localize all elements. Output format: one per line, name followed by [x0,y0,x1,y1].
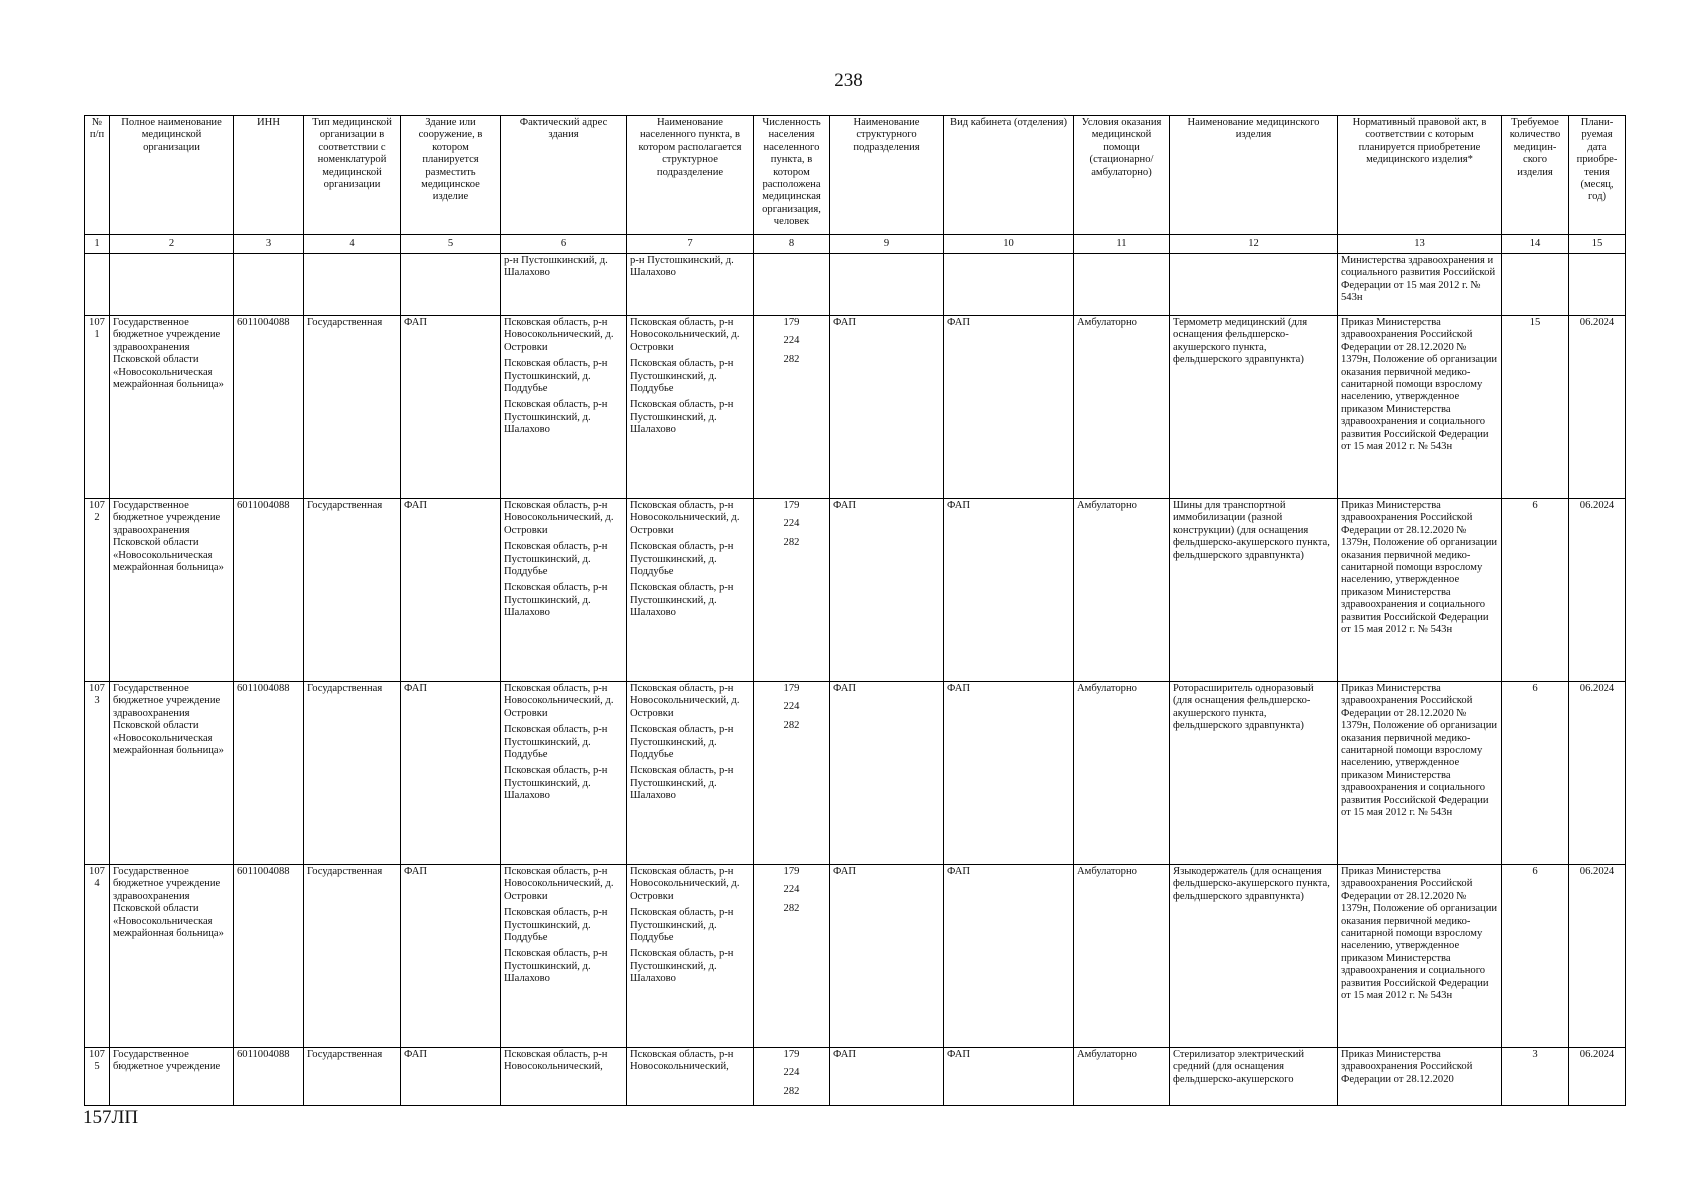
column-number: 14 [1502,235,1569,254]
cell-unit: ФАП [830,682,944,865]
header-cell: Полное наименование медицинской организации [110,116,234,235]
population-entry: 179 [783,866,800,877]
cell-settlement: р-н Пустошкинский, д. Шалахово [627,254,754,316]
cell-org: Государственное бюджетное учреждение [110,1048,234,1106]
cell-inn: 6011004088 [234,865,304,1048]
cell-act: Министерства здравоохранения и социального развития Российской Федерации от 15 мая 2012 г. № 543н [1338,254,1502,316]
cell-address [501,499,627,682]
column-number: 6 [501,235,627,254]
settlement-entry: Псковская область, р-н Пустошкинский, д. Шалахово [630,399,734,436]
cell-act: Приказ Министерства здравоохранения Российской Федерации от 28.12.2020 [1338,1048,1502,1106]
header-cell: Тип медицинской организации в соответствии с номенклатурой медицинской организации [304,116,401,235]
address-entry: Псковская область, р-н Пустошкинский, д. Поддубье [504,907,608,944]
cell-device: Шины для транспортной иммобилизации (разной конструкции) (для оснащения фельдшерско-акушерского пункта, фельдшерского здравпункта) [1170,499,1338,682]
cell-unit: ФАП [830,1048,944,1106]
column-number: 8 [754,235,830,254]
header-cell: ИНН [234,116,304,235]
cell-qty: 3 [1502,1048,1569,1106]
cell-cabinet [944,254,1074,316]
header-cell: Требуемое количество медицин-ского изделия [1502,116,1569,235]
settlement-entry: Псковская область, р-н Пустошкинский, д. Поддубье [630,724,734,761]
cell-date: 06.2024 [1569,316,1626,499]
cell-date: 06.2024 [1569,865,1626,1048]
cell-num [85,254,110,316]
population-entry: 282 [783,719,800,731]
cell-conditions: Амбулаторно [1074,682,1170,865]
settlement-entry: Псковская область, р-н Пустошкинский, д. Поддубье [630,907,734,944]
settlement-entry: Псковская область, р-н Новосокольнический, [630,1049,734,1073]
column-number: 7 [627,235,754,254]
population-entry: 282 [783,902,800,914]
cell-num: 1073 [85,682,110,865]
cell-inn: 6011004088 [234,499,304,682]
settlement-entry: Псковская область, р-н Новосокольнический, д. Островки [630,500,740,536]
column-number: 10 [944,235,1074,254]
header-cell: Наименование структурного подразделения [830,116,944,235]
cell-building: ФАП [401,865,501,1048]
cell-population [754,316,830,499]
header-row [85,116,1626,235]
cell-act: Приказ Министерства здравоохранения Российской Федерации от 28.12.2020 № 1379н, Положение об организации оказания первичной медико-санитарной помощи взрослому населению, утвержденное приказом Министерства здравоохранения и социального развития Российской Федерации от 15 мая 2012 г. № 543н [1338,865,1502,1048]
cell-population [754,1048,830,1106]
cell-population [754,865,830,1048]
header-cell: Условия оказания медицинской помощи (стационарно/ амбулаторно) [1074,116,1170,235]
column-number: 1 [85,235,110,254]
equipment-table-wrapper [84,115,1626,1106]
header-cell: Здание или сооружение, в котором планируется разместить медицинское изделие [401,116,501,235]
settlement-entry: Псковская область, р-н Пустошкинский, д. Шалахово [630,948,734,985]
cell-settlement [627,499,754,682]
header-cell: Фактический адрес здания [501,116,627,235]
settlement-entry: Псковская область, р-н Пустошкинский, д. Шалахово [630,765,734,802]
cell-type: Государственная [304,316,401,499]
column-number: 2 [110,235,234,254]
column-number: 11 [1074,235,1170,254]
settlement-entry: Псковская область, р-н Пустошкинский, д. Поддубье [630,358,734,395]
cell-device: Термометр медицинский (для оснащения фельдшерско-акушерского пункта, фельдшерского здравпункта) [1170,316,1338,499]
cell-unit: ФАП [830,865,944,1048]
cell-address [501,682,627,865]
cell-building [401,254,501,316]
cell-address [501,316,627,499]
cell-type: Государственная [304,865,401,1048]
cell-inn [234,254,304,316]
cell-building: ФАП [401,1048,501,1106]
cell-device: Языкодержатель (для оснащения фельдшерско-акушерского пункта, фельдшерского здравпункта) [1170,865,1338,1048]
address-entry: Псковская область, р-н Пустошкинский, д. Шалахово [504,948,608,985]
cell-qty: 6 [1502,682,1569,865]
cell-qty: 6 [1502,499,1569,682]
cell-unit: ФАП [830,316,944,499]
cell-type [304,254,401,316]
cell-act: Приказ Министерства здравоохранения Российской Федерации от 28.12.2020 № 1379н, Положение об организации оказания первичной медико-санитарной помощи взрослому населению, утвержденное приказом Министерства здравоохранения и социального развития Российской Федерации от 15 мая 2012 г. № 543н [1338,499,1502,682]
table-row [85,316,1626,499]
cell-cabinet: ФАП [944,682,1074,865]
cell-org: Государственное бюджетное учреждение здравоохранения Псковской области «Новосокольническая межрайонная больница» [110,499,234,682]
cell-address [501,1048,627,1106]
cell-type: Государственная [304,1048,401,1106]
cell-date [1569,254,1626,316]
document-code: 157ЛП [83,1107,139,1128]
address-entry: Псковская область, р-н Пустошкинский, д. Поддубье [504,358,608,395]
cell-org: Государственное бюджетное учреждение здравоохранения Псковской области «Новосокольническая межрайонная больница» [110,865,234,1048]
cell-cabinet: ФАП [944,1048,1074,1106]
settlement-entry: Псковская область, р-н Новосокольнический, д. Островки [630,866,740,902]
table-row [85,865,1626,1048]
header-cell: Наименование медицинского изделия [1170,116,1338,235]
cell-device [1170,254,1338,316]
cell-date: 06.2024 [1569,499,1626,682]
cell-address [501,865,627,1048]
header-cell: Вид кабинета (отделения) [944,116,1074,235]
cell-settlement [627,682,754,865]
population-entry: 224 [783,701,800,713]
address-entry: Псковская область, р-н Пустошкинский, д. Поддубье [504,724,608,761]
equipment-table [84,115,1626,1106]
header-cell: Плани-руемая дата приобре-тения (месяц, год) [1569,116,1626,235]
cell-num: 1074 [85,865,110,1048]
settlement-entry: Псковская область, р-н Пустошкинский, д. Шалахово [630,582,734,619]
cell-building: ФАП [401,682,501,865]
population-entry: 282 [783,353,800,365]
cell-qty: 15 [1502,316,1569,499]
column-number: 13 [1338,235,1502,254]
cell-num: 1075 [85,1048,110,1106]
cell-building: ФАП [401,316,501,499]
cell-qty: 6 [1502,865,1569,1048]
cell-act: Приказ Министерства здравоохранения Российской Федерации от 28.12.2020 № 1379н, Положение об организации оказания первичной медико-санитарной помощи взрослому населению, утвержденное приказом Министерства здравоохранения и социального развития Российской Федерации от 15 мая 2012 г. № 543н [1338,316,1502,499]
cell-cabinet: ФАП [944,316,1074,499]
cell-conditions: Амбулаторно [1074,499,1170,682]
table-row [85,1048,1626,1106]
cell-org: Государственное бюджетное учреждение здравоохранения Псковской области «Новосокольническая межрайонная больница» [110,316,234,499]
population-entry: 179 [783,1049,800,1060]
cell-cabinet: ФАП [944,499,1074,682]
population-entry: 282 [783,1085,800,1097]
page-number: 238 [834,70,863,91]
column-number: 15 [1569,235,1626,254]
population-entry: 224 [783,884,800,896]
cell-type: Государственная [304,682,401,865]
cell-population [754,682,830,865]
cell-building: ФАП [401,499,501,682]
cell-conditions: Амбулаторно [1074,316,1170,499]
cell-act: Приказ Министерства здравоохранения Российской Федерации от 28.12.2020 № 1379н, Положение об организации оказания первичной медико-санитарной помощи взрослому населению, утвержденное приказом Министерства здравоохранения и социального развития Российской Федерации от 15 мая 2012 г. № 543н [1338,682,1502,865]
population-entry: 224 [783,335,800,347]
cell-population [754,254,830,316]
address-entry: Псковская область, р-н Пустошкинский, д. Шалахово [504,765,608,802]
cell-conditions: Амбулаторно [1074,1048,1170,1106]
address-entry: Псковская область, р-н Пустошкинский, д. Шалахово [504,399,608,436]
header-cell: Численность населения населенного пункта, в котором расположена медицинская организация, человек [754,116,830,235]
cell-conditions [1074,254,1170,316]
cell-unit: ФАП [830,499,944,682]
header-cell: Нормативный правовой акт, в соответствии с которым планируется приобретение медицинского изделия* [1338,116,1502,235]
column-number: 5 [401,235,501,254]
cell-settlement [627,865,754,1048]
continuation-row [85,254,1626,316]
cell-org [110,254,234,316]
population-entry: 282 [783,536,800,548]
address-entry: Псковская область, р-н Новосокольнический, д. Островки [504,317,614,353]
cell-qty [1502,254,1569,316]
cell-num: 1072 [85,499,110,682]
settlement-entry: Псковская область, р-н Новосокольнический, д. Островки [630,683,740,719]
cell-settlement [627,316,754,499]
header-cell: Наименование населенного пункта, в котором располагается структурное подразделение [627,116,754,235]
population-entry: 224 [783,518,800,530]
cell-population [754,499,830,682]
address-entry: Псковская область, р-н Новосокольнический, д. Островки [504,500,614,536]
cell-cabinet: ФАП [944,865,1074,1048]
cell-settlement [627,1048,754,1106]
address-entry: Псковская область, р-н Пустошкинский, д. Шалахово [504,582,608,619]
table-row [85,499,1626,682]
cell-date: 06.2024 [1569,1048,1626,1106]
cell-inn: 6011004088 [234,316,304,499]
header-cell: № п/п [85,116,110,235]
cell-device: Стерилизатор электрический средний (для оснащения фельдшерско-акушерского [1170,1048,1338,1106]
column-number: 4 [304,235,401,254]
cell-type: Государственная [304,499,401,682]
cell-address: р-н Пустошкинский, д. Шалахово [501,254,627,316]
cell-inn: 6011004088 [234,1048,304,1106]
cell-org: Государственное бюджетное учреждение здравоохранения Псковской области «Новосокольническая межрайонная больница» [110,682,234,865]
population-entry: 179 [783,500,800,511]
column-number: 12 [1170,235,1338,254]
cell-unit [830,254,944,316]
address-entry: Псковская область, р-н Новосокольнический, д. Островки [504,866,614,902]
address-entry: Псковская область, р-н Пустошкинский, д. Поддубье [504,541,608,578]
address-entry: Псковская область, р-н Новосокольнический, [504,1049,608,1073]
population-entry: 224 [783,1067,800,1079]
cell-num: 1071 [85,316,110,499]
settlement-entry: Псковская область, р-н Пустошкинский, д. Поддубье [630,541,734,578]
settlement-entry: Псковская область, р-н Новосокольнический, д. Островки [630,317,740,353]
column-number-row [85,235,1626,254]
population-entry: 179 [783,683,800,694]
table-row [85,682,1626,865]
cell-device: Роторасширитель одноразовый (для оснащения фельдшерско-акушерского пункта, фельдшерского здравпункта) [1170,682,1338,865]
population-entry: 179 [783,317,800,328]
column-number: 9 [830,235,944,254]
address-entry: Псковская область, р-н Новосокольнический, д. Островки [504,683,614,719]
column-number: 3 [234,235,304,254]
cell-inn: 6011004088 [234,682,304,865]
cell-date: 06.2024 [1569,682,1626,865]
cell-conditions: Амбулаторно [1074,865,1170,1048]
